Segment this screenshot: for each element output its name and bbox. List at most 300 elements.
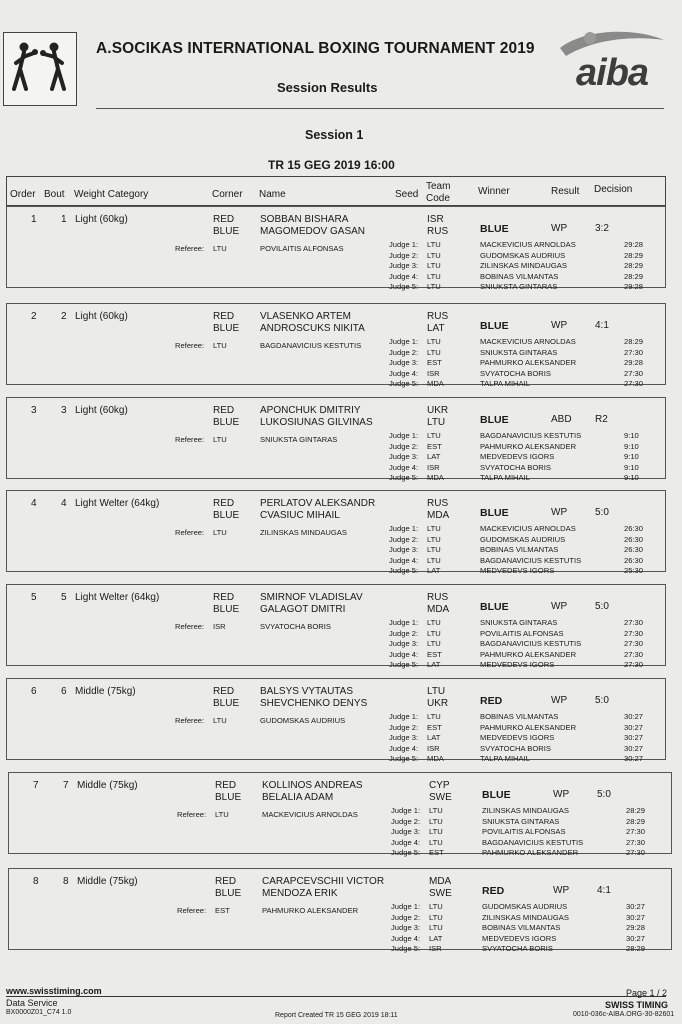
judge-team: LTU (427, 545, 441, 554)
result: WP (551, 695, 568, 706)
bout-order: 5 (31, 592, 37, 603)
red-boxer-name: CARAPCEVSCHII VICTOR (262, 876, 385, 887)
judge-name: PAHMURKO ALEKSANDER (480, 441, 577, 451)
header-name: Name (259, 189, 286, 200)
footer-page: Page 1 / 2 (626, 988, 668, 998)
judge-score: 28:29 (624, 337, 644, 346)
referee-team: LTU (213, 341, 227, 350)
corner-red: RED (213, 686, 235, 697)
judge-label: Judge 1: (389, 431, 419, 440)
judge-team: LTU (429, 912, 443, 922)
judge-label: Judge 3: (389, 358, 419, 367)
judge-score: 29:28 (626, 923, 646, 932)
judge-team: LTU (429, 827, 443, 836)
footer-ref-code: 0010-036c-AIBA.ORG-30-82601 (573, 1011, 675, 1018)
judge-label: Judge 4: (389, 462, 419, 472)
judge-score: 26:30 (624, 545, 644, 554)
bout-number: 1 (61, 214, 67, 225)
judge-name: MACKEVICIUS ARNOLDAS (480, 524, 576, 533)
corner-red: RED (213, 214, 235, 225)
judge-label: Judge 1: (391, 902, 421, 911)
bout-number: 3 (61, 405, 67, 416)
judge-team: LTU (429, 923, 443, 932)
red-boxer-name: SOBBAN BISHARA (260, 214, 349, 225)
judge-name: SNIUKSTA GINTARAS (480, 618, 558, 627)
bout-block (6, 397, 666, 482)
corner-blue: BLUE (213, 226, 240, 237)
judge-team: LTU (427, 271, 441, 281)
judge-name: TALPA MIHAIL (480, 473, 530, 482)
bout-number: 4 (61, 498, 67, 509)
footer-website[interactable]: www.swisstiming.com (6, 986, 102, 996)
referee-label: Referee: (175, 716, 205, 725)
blue-team-code: SWE (429, 888, 452, 899)
header-seed: Seed (395, 189, 419, 200)
bout-order: 1 (31, 214, 37, 225)
judge-label: Judge 1: (391, 806, 421, 815)
blue-boxer-name: BELALIA ADAM (262, 792, 334, 803)
referee-label: Referee: (175, 341, 205, 350)
blue-team-code: LAT (427, 323, 445, 334)
judge-name: ZILINSKAS MINDAUGAS (480, 261, 567, 270)
referee-team: LTU (213, 528, 227, 537)
corner-blue: BLUE (213, 323, 240, 334)
decision: 5:0 (595, 507, 609, 518)
red-team-code: MDA (429, 876, 452, 887)
header-result: Result (551, 186, 580, 197)
corner-red: RED (215, 780, 237, 791)
bout-number: 7 (63, 780, 69, 791)
judge-label: Judge 4: (391, 933, 421, 943)
referee-label: Referee: (177, 906, 207, 915)
referee-team: LTU (213, 435, 227, 444)
judge-team: EST (427, 358, 442, 367)
judge-team: LTU (427, 347, 441, 357)
red-boxer-name: PERLATOV ALEKSANDR (260, 498, 376, 509)
judge-score: 27:30 (624, 618, 644, 627)
boxers-icon (4, 33, 76, 105)
decision: 5:0 (597, 789, 611, 800)
judge-name: PAHMURKO ALEKSANDER (480, 358, 577, 367)
judge-score: 9:10 (624, 452, 639, 461)
judge-label: Judge 2: (389, 347, 419, 357)
bout-block (8, 868, 672, 953)
judge-team: LTU (427, 534, 441, 544)
session-date: TR 15 GEG 2019 16:00 (268, 158, 395, 172)
corner-blue: BLUE (215, 792, 242, 803)
judge-name: MEDVEDEVS IGORS (480, 660, 555, 669)
red-boxer-name: SMIRNOF VLADISLAV (260, 592, 363, 603)
bout-order: 6 (31, 686, 37, 697)
weight-category: Middle (75kg) (77, 780, 138, 791)
judge-name: MEDVEDEVS IGORS (480, 452, 555, 461)
judge-name: BAGDANAVICIUS KESTUTIS (480, 555, 582, 565)
judge-score: 28:29 (626, 816, 646, 826)
judge-label: Judge 3: (389, 639, 419, 648)
blue-boxer-name: GALAGOT DMITRI (260, 604, 346, 615)
judge-label: Judge 3: (389, 733, 419, 742)
referee-label: Referee: (175, 435, 205, 444)
header-decision: Decision (594, 184, 633, 195)
blue-team-code: MDA (427, 510, 450, 521)
bout-order: 4 (31, 498, 37, 509)
judge-name: POVILAITIS ALFONSAS (482, 827, 566, 836)
judge-label: Judge 2: (391, 912, 421, 922)
header-winner: Winner (478, 186, 510, 197)
judge-label: Judge 1: (389, 337, 419, 346)
judge-label: Judge 5: (389, 473, 419, 482)
judge-team: LTU (429, 902, 443, 911)
decision: 5:0 (595, 601, 609, 612)
judge-label: Judge 2: (391, 816, 421, 826)
footer-data-service: Data Service (6, 998, 58, 1008)
judge-name: BOBINAS VILMANTAS (480, 545, 559, 554)
blue-boxer-name: MAGOMEDOV GASAN (260, 226, 366, 237)
judge-score: 30:27 (624, 743, 644, 753)
judge-label: Judge 3: (389, 545, 419, 554)
referee-label: Referee: (175, 528, 205, 537)
weight-category: Light (60kg) (75, 214, 128, 225)
result: WP (551, 601, 568, 612)
corner-blue: BLUE (213, 698, 240, 709)
blue-boxer-name: SHEVCHENKO DENYS (260, 698, 368, 709)
winner: RED (480, 695, 503, 707)
judge-score: 28:29 (624, 271, 644, 281)
red-boxer-name: KOLLINOS ANDREAS (262, 780, 363, 791)
result: WP (551, 507, 568, 518)
judge-name: TALPA MIHAIL (480, 379, 530, 388)
judge-team: LTU (429, 806, 443, 815)
blue-boxer-name: ANDROSCUKS NIKITA (260, 323, 365, 334)
judge-label: Judge 2: (389, 534, 419, 544)
judge-score: 27:30 (624, 347, 644, 357)
judge-name: SNIUKSTA GINTARAS (480, 282, 558, 291)
result: WP (553, 789, 570, 800)
bout-block (8, 772, 672, 857)
referee-label: Referee: (177, 810, 207, 819)
referee-name: ZILINSKAS MINDAUGAS (260, 528, 347, 537)
blue-team-code: UKR (427, 698, 449, 709)
judge-label: Judge 2: (389, 628, 419, 638)
judge-score: 27:30 (624, 660, 644, 669)
weight-category: Light (60kg) (75, 311, 128, 322)
judge-team: ISR (427, 743, 440, 753)
judge-label: Judge 4: (389, 649, 419, 659)
judge-team: MDA (427, 379, 444, 388)
judge-name: PAHMURKO ALEKSANDER (480, 649, 577, 659)
judge-team: LTU (427, 524, 441, 533)
bout-number: 6 (61, 686, 67, 697)
judge-score: 28:29 (626, 806, 646, 815)
weight-category: Middle (75kg) (77, 876, 138, 887)
judge-team: LTU (427, 282, 441, 291)
judge-name: BAGDANAVICIUS KESTUTIS (480, 639, 582, 648)
decision: R2 (595, 414, 608, 425)
judge-name: SNIUKSTA GINTARAS (482, 816, 560, 826)
red-boxer-name: VLASENKO ARTEM (260, 311, 351, 322)
bout-order: 3 (31, 405, 37, 416)
judge-team: LAT (427, 452, 441, 461)
judge-team: LTU (427, 555, 441, 565)
judge-team: LTU (427, 337, 441, 346)
blue-boxer-name: MENDOZA ERIK (262, 888, 338, 899)
corner-red: RED (213, 498, 235, 509)
red-boxer-name: BALSYS VYTAUTAS (260, 686, 353, 697)
judge-team: LAT (427, 733, 441, 742)
bout-order: 8 (33, 876, 39, 887)
judge-label: Judge 3: (391, 923, 421, 932)
weight-category: Light (60kg) (75, 405, 128, 416)
blue-team-code: RUS (427, 226, 449, 237)
result: ABD (551, 414, 572, 425)
judge-team: LAT (427, 660, 441, 669)
bout-block (6, 678, 666, 763)
judge-name: BAGDANAVICIUS KESTUTIS (482, 837, 584, 847)
footer-doc-code: BX0000Z01_C74 1.0 (6, 1009, 72, 1016)
judge-score: 27:30 (624, 639, 644, 648)
result: WP (551, 320, 568, 331)
blue-boxer-name: CVASIUC MIHAIL (260, 510, 340, 521)
weight-category: Light Welter (64kg) (75, 498, 160, 509)
judge-name: TALPA MIHAIL (480, 754, 530, 763)
judge-name: BOBINAS VILMANTAS (482, 923, 561, 932)
judge-label: Judge 5: (389, 660, 419, 669)
judge-name: MEDVEDEVS IGORS (480, 566, 555, 575)
judge-team: ISR (429, 944, 442, 953)
page-subtitle: Session Results (277, 80, 378, 95)
judge-team: LTU (427, 261, 441, 270)
header-divider (96, 108, 664, 109)
aiba-logo-text: aiba (576, 52, 649, 94)
judge-team: EST (427, 649, 442, 659)
winner: BLUE (480, 601, 509, 613)
judge-score: 26:30 (624, 524, 644, 533)
judge-score: 30:27 (626, 902, 646, 911)
judge-team: LTU (427, 250, 441, 260)
blue-team-code: MDA (427, 604, 450, 615)
judge-team: EST (427, 441, 442, 451)
judge-score: 29:28 (624, 358, 644, 367)
corner-red: RED (213, 405, 235, 416)
footer-report-created: Report Created TR 15 GEG 2019 18:11 (275, 1012, 398, 1019)
bout-block (6, 584, 666, 669)
weight-category: Light Welter (64kg) (75, 592, 160, 603)
red-team-code: RUS (427, 592, 449, 603)
judge-label: Judge 2: (389, 441, 419, 451)
table-header (6, 176, 666, 206)
referee-label: Referee: (175, 244, 205, 253)
weight-category: Middle (75kg) (75, 686, 136, 697)
judge-score: 28:29 (624, 250, 644, 260)
referee-name: MACKEVICIUS ARNOLDAS (262, 810, 358, 819)
judge-team: ISR (427, 368, 440, 378)
judge-team: LTU (427, 618, 441, 627)
judge-name: ZILINSKAS MINDAUGAS (482, 806, 569, 815)
judge-score: 9:10 (624, 441, 639, 451)
judge-name: MEDVEDEVS IGORS (482, 933, 557, 943)
judge-label: Judge 4: (389, 368, 419, 378)
judge-team: LAT (429, 933, 443, 943)
judge-name: BOBINAS VILMANTAS (480, 271, 559, 281)
referee-label: Referee: (175, 622, 205, 631)
referee-team: ISR (213, 622, 226, 631)
judge-label: Judge 5: (389, 282, 419, 291)
corner-red: RED (215, 876, 237, 887)
referee-team: LTU (213, 716, 227, 725)
bout-number: 8 (63, 876, 69, 887)
corner-red: RED (213, 311, 235, 322)
referee-name: POVILAITIS ALFONSAS (260, 244, 344, 253)
header-bout: Bout (44, 189, 65, 200)
judge-name: GUDOMSKAS AUDRIUS (480, 250, 566, 260)
winner: RED (482, 885, 505, 897)
winner: BLUE (482, 789, 511, 801)
judge-name: GUDOMSKAS AUDRIUS (482, 902, 568, 911)
decision: 4:1 (597, 885, 611, 896)
judge-label: Judge 4: (391, 837, 421, 847)
judge-name: SVYATOCHA BORIS (482, 944, 553, 953)
judge-score: 29:28 (624, 240, 644, 249)
judge-score: 9:10 (624, 462, 639, 472)
bout-block (6, 303, 666, 388)
judge-label: Judge 5: (389, 566, 419, 575)
judge-score: 9:10 (624, 473, 639, 482)
judge-label: Judge 1: (389, 240, 419, 249)
judge-label: Judge 2: (389, 250, 419, 260)
judge-name: MACKEVICIUS ARNOLDAS (480, 240, 576, 249)
judge-name: MACKEVICIUS ARNOLDAS (480, 337, 576, 346)
judge-score: 27:30 (624, 628, 644, 638)
judge-label: Judge 1: (389, 712, 419, 721)
blue-boxer-name: LUKOSIUNAS GILVINAS (260, 417, 373, 428)
judge-team: LTU (427, 431, 441, 440)
red-team-code: LTU (427, 686, 446, 697)
judge-team: LAT (427, 566, 441, 575)
referee-team: LTU (213, 244, 227, 253)
header-weight: Weight Category (74, 189, 149, 200)
referee-name: BAGDANAVICIUS KESTUTIS (260, 341, 362, 350)
judge-name: BOBINAS VILMANTAS (480, 712, 559, 721)
judge-team: LTU (427, 240, 441, 249)
judge-score: 26:30 (624, 534, 644, 544)
judge-team: LTU (427, 628, 441, 638)
judge-label: Judge 5: (391, 848, 421, 857)
judge-score: 30:27 (624, 733, 644, 742)
judge-score: 27:30 (624, 368, 644, 378)
bout-block (6, 206, 666, 291)
judge-label: Judge 4: (389, 743, 419, 753)
judge-label: Judge 2: (389, 722, 419, 732)
decision: 4:1 (595, 320, 609, 331)
judge-score: 30:27 (626, 933, 646, 943)
blue-team-code: SWE (429, 792, 452, 803)
judge-score: 27:30 (626, 848, 646, 857)
judge-name: SVYATOCHA BORIS (480, 368, 551, 378)
judge-team: LTU (429, 816, 443, 826)
result: WP (553, 885, 570, 896)
winner: BLUE (480, 414, 509, 426)
judge-score: 28:29 (624, 261, 644, 270)
judge-label: Judge 4: (389, 271, 419, 281)
judge-name: ZILINSKAS MINDAUGAS (482, 912, 569, 922)
header-order: Order (10, 189, 36, 200)
judge-team: EST (429, 848, 444, 857)
red-team-code: RUS (427, 311, 449, 322)
footer-divider (6, 996, 666, 997)
judge-score: 30:27 (624, 722, 644, 732)
judge-score: 27:30 (624, 379, 644, 388)
judge-score: 9:10 (624, 431, 639, 440)
referee-team: LTU (215, 810, 229, 819)
winner: BLUE (480, 223, 509, 235)
tournament-logo (3, 32, 77, 106)
judge-team: LTU (427, 639, 441, 648)
judge-score: 30:27 (624, 754, 644, 763)
referee-name: PAHMURKO ALEKSANDER (262, 906, 359, 915)
judge-score: 27:30 (624, 649, 644, 659)
page-title: A.SOCIKAS INTERNATIONAL BOXING TOURNAMENT 2019 (96, 40, 535, 57)
judge-team: LTU (427, 712, 441, 721)
judge-score: 28:29 (626, 944, 646, 953)
red-team-code: UKR (427, 405, 449, 416)
judge-name: SVYATOCHA BORIS (480, 462, 551, 472)
decision: 3:2 (595, 223, 609, 234)
judge-name: PAHMURKO ALEKSANDER (480, 722, 577, 732)
judge-score: 27:30 (626, 837, 646, 847)
judge-name: PAHMURKO ALEKSANDER (482, 848, 579, 857)
decision: 5:0 (595, 695, 609, 706)
corner-blue: BLUE (213, 417, 240, 428)
header-corner: Corner (212, 189, 243, 200)
red-boxer-name: APONCHUK DMITRIY (260, 405, 361, 416)
footer-swiss-timing: SWISS TIMING (605, 1000, 668, 1010)
judge-name: POVILAITIS ALFONSAS (480, 628, 564, 638)
header-team: Team (426, 181, 451, 192)
corner-blue: BLUE (213, 604, 240, 615)
judge-name: SVYATOCHA BORIS (480, 743, 551, 753)
judge-score: 27:30 (626, 827, 646, 836)
corner-red: RED (213, 592, 235, 603)
corner-blue: BLUE (213, 510, 240, 521)
judge-team: EST (427, 722, 442, 732)
judge-score: 30:27 (624, 712, 644, 721)
judge-label: Judge 5: (389, 379, 419, 388)
referee-team: EST (215, 906, 230, 915)
judge-team: LTU (429, 837, 443, 847)
winner: BLUE (480, 320, 509, 332)
judge-label: Judge 3: (391, 827, 421, 836)
red-team-code: RUS (427, 498, 449, 509)
blue-team-code: LTU (427, 417, 446, 428)
corner-blue: BLUE (215, 888, 242, 899)
judge-team: ISR (427, 462, 440, 472)
judge-label: Judge 3: (389, 261, 419, 270)
judge-label: Judge 1: (389, 524, 419, 533)
bout-number: 2 (61, 311, 67, 322)
judge-name: SNIUKSTA GINTARAS (480, 347, 558, 357)
red-team-code: CYP (429, 780, 450, 791)
judge-team: MDA (427, 754, 444, 763)
red-team-code: ISR (427, 214, 444, 225)
bout-order: 2 (31, 311, 37, 322)
judge-label: Judge 1: (389, 618, 419, 627)
result: WP (551, 223, 568, 234)
judge-score: 25:30 (624, 566, 644, 575)
bout-order: 7 (33, 780, 39, 791)
bout-number: 5 (61, 592, 67, 603)
winner: BLUE (480, 507, 509, 519)
judge-label: Judge 3: (389, 452, 419, 461)
